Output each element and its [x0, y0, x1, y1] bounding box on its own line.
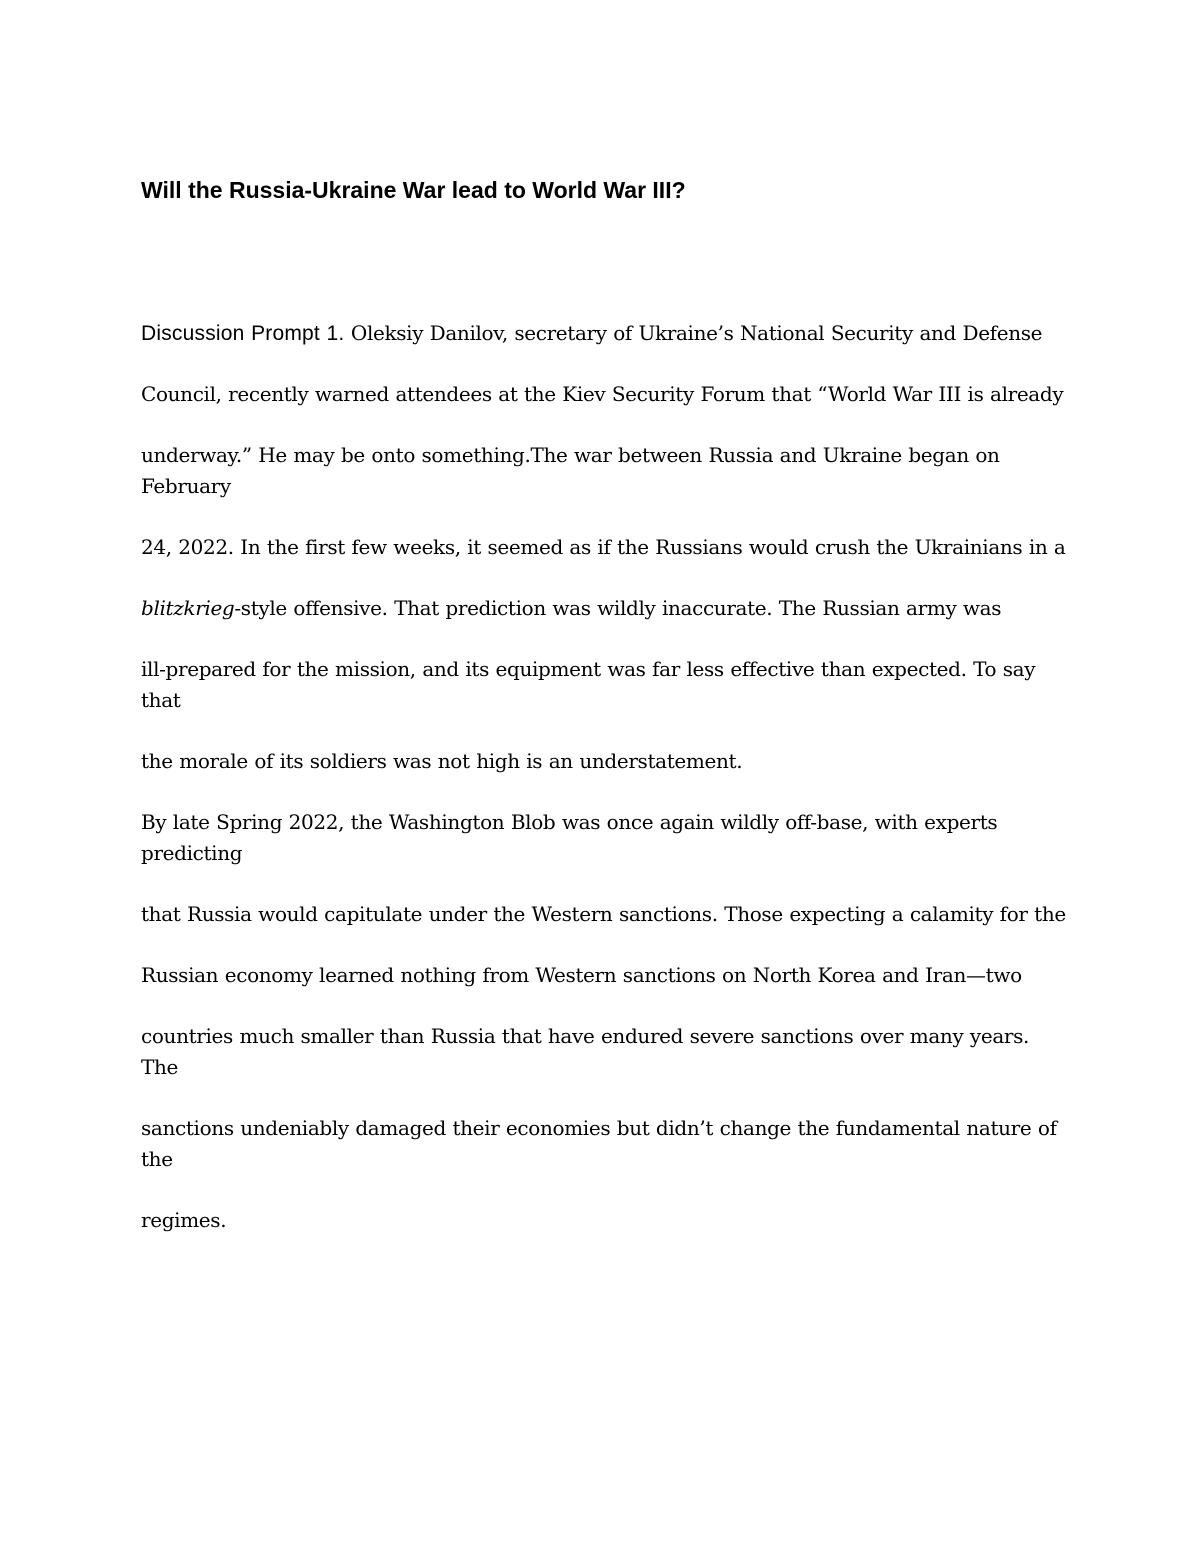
- paragraph: 24, 2022. In the first few weeks, it seemed as if the Russians would crush the Ukrainians in a: [141, 535, 1066, 559]
- paragraph: Council, recently warned attendees at the Kiev Security Forum that “World War III is already: [141, 382, 1064, 406]
- paragraph: regimes.: [141, 1208, 227, 1232]
- paragraph: that Russia would capitulate under the Western sanctions. Those expecting a calamity for the: [141, 902, 1066, 926]
- discussion-prompt-label: Discussion Prompt 1.: [141, 322, 345, 345]
- paragraph-text: -style offensive. That prediction was wildly inaccurate. The Russian army was: [234, 596, 1002, 620]
- paragraph: Russian economy learned nothing from Western sanctions on North Korea and Iran—two: [141, 963, 1022, 987]
- paragraph: sanctions undeniably damaged their economies but didn’t change the fundamental nature of the: [141, 1116, 1057, 1171]
- paragraph: By late Spring 2022, the Washington Blob was once again wildly off-base, with experts predicting: [141, 810, 998, 865]
- paragraph: countries much smaller than Russia that have endured severe sanctions over many years. The: [141, 1024, 1030, 1079]
- italic-term: blitzkrieg: [141, 596, 235, 620]
- paragraph-text: Oleksiy Danilov, secretary of Ukraine’s National Security and Defense: [344, 321, 1043, 345]
- paragraph-prompt: [141, 318, 1066, 349]
- document-title: Will the Russia-Ukraine War lead to World War III?: [141, 177, 686, 203]
- paragraph: the morale of its soldiers was not high is an understatement.: [141, 749, 743, 773]
- paragraph: underway.” He may be onto something.The war between Russia and Ukraine began on February: [141, 443, 1000, 498]
- document-body: [141, 318, 1066, 1266]
- paragraph: [141, 593, 1066, 624]
- paragraph: ill-prepared for the mission, and its equipment was far less effective than expected. To say that: [141, 657, 1036, 712]
